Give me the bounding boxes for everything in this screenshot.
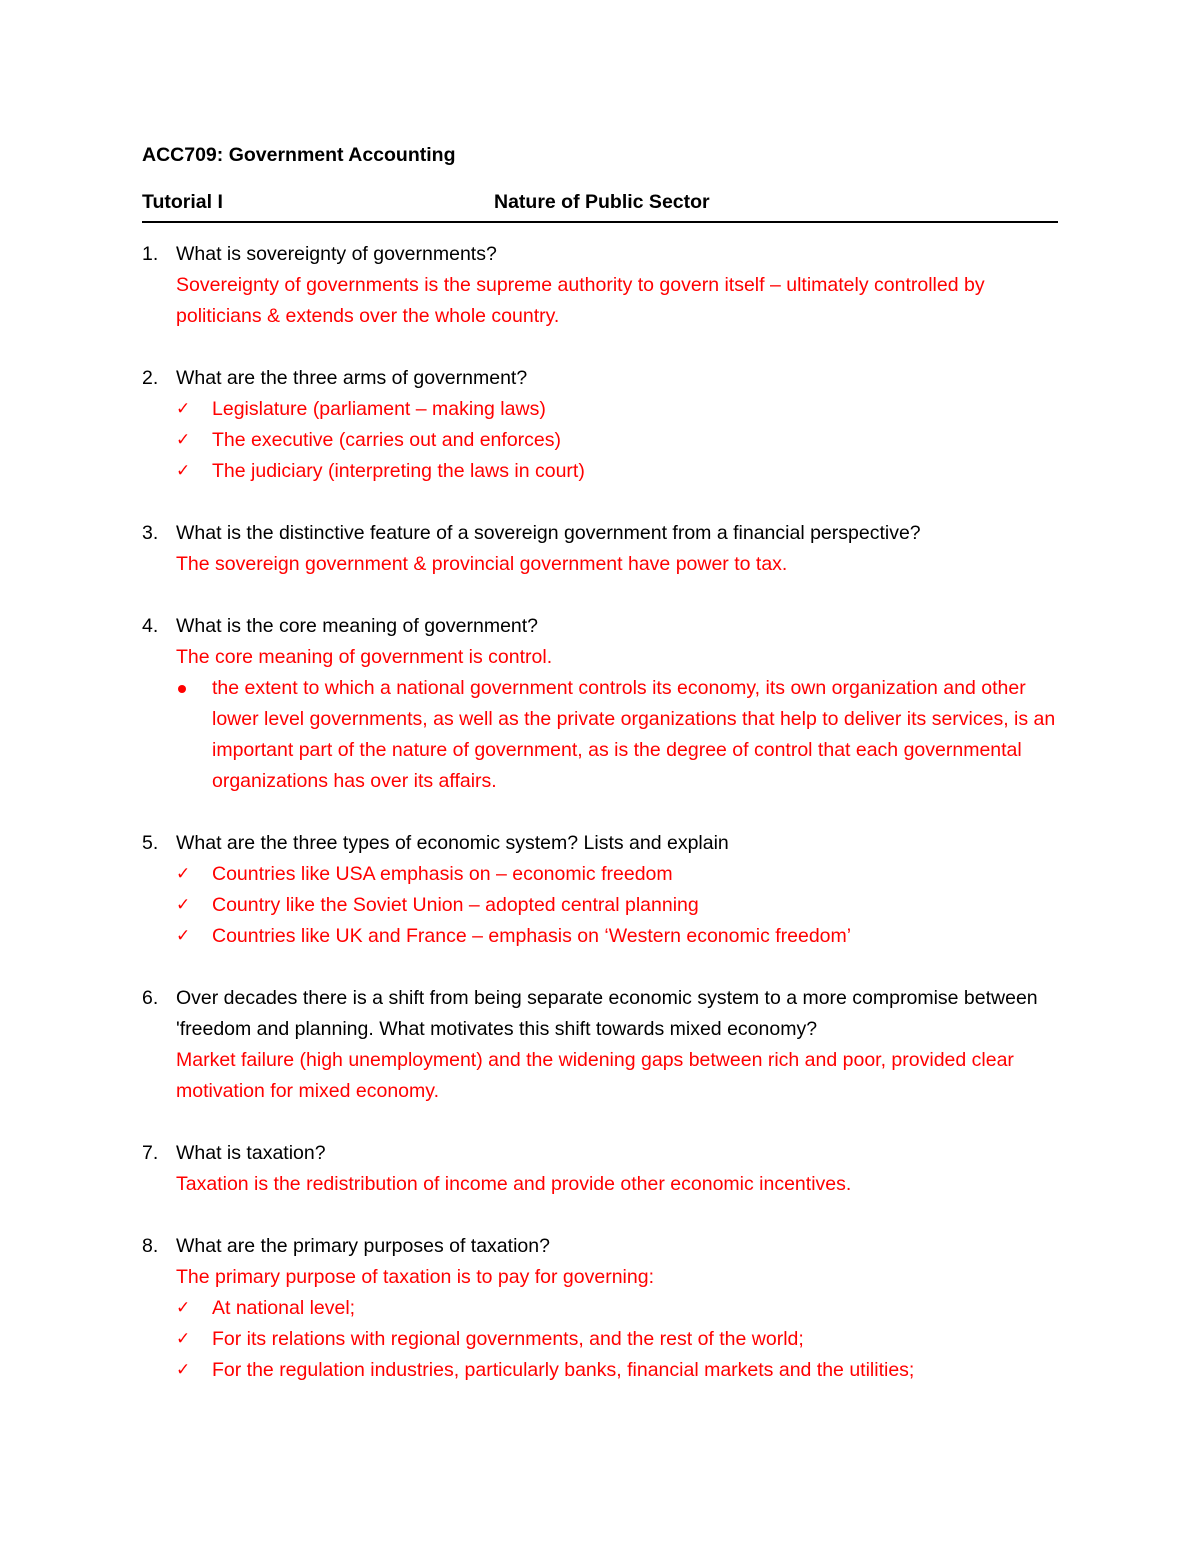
bullet-item [176,673,1058,797]
question-item [142,983,1058,1107]
document-title: ACC709: Government Accounting [142,144,456,166]
checkmark-icon: ✓ [176,864,191,884]
question-text: What is sovereignty of governments? [176,243,497,265]
check-item-text: For the regulation industries, particularly banks, financial markets and the utilities; [212,1359,915,1381]
question-number: 6. [142,987,159,1009]
check-item-text: At national level; [212,1297,356,1319]
check-item-text: Countries like UK and France – emphasis on ‘Western economic freedom’ [212,925,852,947]
answer-text: Market failure (high unemployment) and the widening gaps between rich and poor, provided clear motivation for mixed economy. [176,1049,1014,1102]
document-page [142,140,1058,1417]
checkmark-icon: ✓ [176,399,191,419]
question-item [142,828,1058,952]
question-item [142,239,1058,332]
tutorial-header [142,187,1058,218]
question-number: 2. [142,367,159,389]
answer-text: The core meaning of government is control. [176,646,553,668]
check-item [176,456,1058,487]
check-item [176,859,1058,890]
check-item [176,890,1058,921]
answer-text: The sovereign government & provincial government have power to tax. [176,553,788,575]
check-item [176,394,1058,425]
question-text: What are the three types of economic system? Lists and explain [176,832,729,854]
answer-text: Sovereignty of governments is the supreme authority to govern itself – ultimately controlled by politicians & extends over the whole country. [176,274,985,327]
checkmark-icon: ✓ [176,1360,191,1380]
checkmark-icon: ✓ [176,1329,191,1349]
check-item [176,1324,1058,1355]
checkmark-icon: ✓ [176,926,191,946]
check-item-text: The judiciary (interpreting the laws in court) [212,460,585,482]
question-item [142,1231,1058,1386]
question-number: 8. [142,1235,159,1257]
check-item-text: Legislature (parliament – making laws) [212,398,546,420]
question-text: What are the three arms of government? [176,367,528,389]
tutorial-topic: Nature of Public Sector [494,191,710,213]
check-item-text: For its relations with regional governments, and the rest of the world; [212,1328,804,1350]
answer-text: Taxation is the redistribution of income and provide other economic incentives. [176,1173,852,1195]
question-item [142,518,1058,580]
question-item [142,363,1058,487]
question-number: 4. [142,615,159,637]
check-item [176,1293,1058,1324]
question-list [142,239,1058,1386]
bullet-item-text: the extent to which a national government controls its economy, its own organization and other lower level governments, as well as the private organizations that help to deliver its services, is an important part of the nature of government, as is the degree of control that each governmental organizations has over its affairs. [212,677,1056,792]
check-item [176,921,1058,952]
question-item [142,611,1058,797]
checkmark-icon: ✓ [176,461,191,481]
question-text: What is taxation? [176,1142,326,1164]
question-number: 3. [142,522,159,544]
question-text: Over decades there is a shift from being separate economic system to a more compromise between 'freedom and planning. What motivates this shift towards mixed economy? [176,987,1038,1040]
checkmark-icon: ✓ [176,895,191,915]
question-number: 7. [142,1142,159,1164]
check-item-text: Countries like USA emphasis on – economic freedom [212,863,673,885]
question-text: What is the distinctive feature of a sovereign government from a financial perspective? [176,522,921,544]
header-rule [142,221,1058,223]
question-text: What is the core meaning of government? [176,615,539,637]
check-item-text: The executive (carries out and enforces) [212,429,562,451]
bullet-dot-icon [178,685,186,693]
question-item [142,1138,1058,1200]
check-item [176,425,1058,456]
answer-text: The primary purpose of taxation is to pay for governing: [176,1266,654,1288]
check-item [176,1355,1058,1386]
checkmark-icon: ✓ [176,1298,191,1318]
check-item-text: Country like the Soviet Union – adopted central planning [212,894,699,916]
question-number: 1. [142,243,159,265]
question-text: What are the primary purposes of taxation? [176,1235,550,1257]
question-number: 5. [142,832,159,854]
checkmark-icon: ✓ [176,430,191,450]
tutorial-label: Tutorial I [142,191,223,213]
